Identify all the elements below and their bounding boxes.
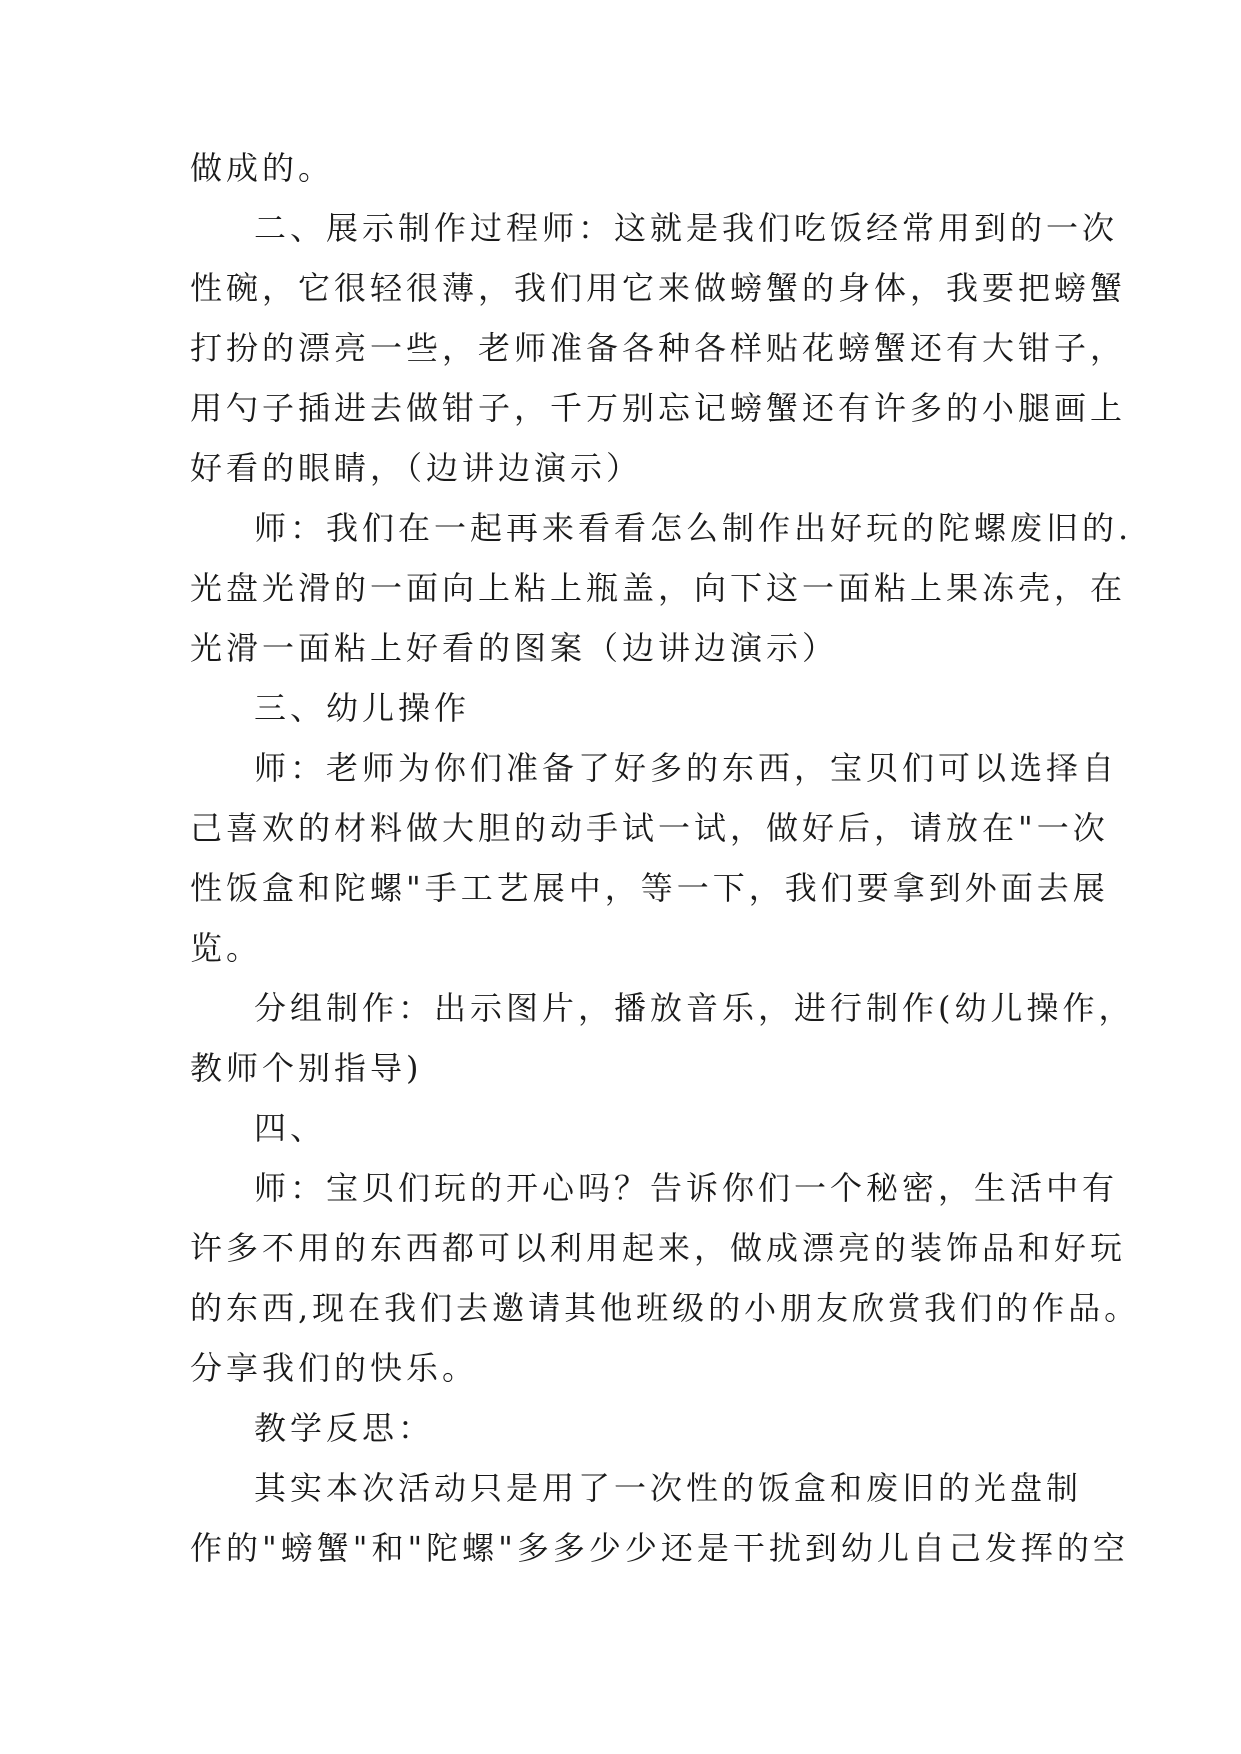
text-line: 光盘光滑的一面向上粘上瓶盖，向下这一面粘上果冻壳，在 [190,569,1127,607]
section-heading-line: 三、幼儿操作 [254,689,471,727]
paragraph-start-line: 分组制作：出示图片，播放音乐，进行制作(幼儿操作， [254,989,1135,1027]
section-heading-line: 四、 [254,1109,327,1147]
text-line: 的东西,现在我们去邀请其他班级的小朋友欣赏我们的作品。 [190,1289,1141,1327]
text-line: 做成的。 [190,149,335,187]
text-line: 览。 [190,929,263,967]
text-line: 用勺子插进去做钳子，千万别忘记螃蟹还有许多的小腿画上 [190,389,1127,427]
text-line: 作的"螃蟹"和"陀螺"多多少少还是干扰到幼儿自己发挥的空 [190,1529,1129,1567]
text-line: 教师个别指导) [190,1049,423,1087]
text-line: 己喜欢的材料做大胆的动手试一试，做好后，请放在"一次 [190,809,1109,847]
text-line: 好看的眼睛，（边讲边演示） [190,449,643,487]
section-heading-line: 教学反思： [254,1409,435,1447]
text-line: 许多不用的东西都可以利用起来，做成漂亮的装饰品和好玩 [190,1229,1127,1267]
paragraph-start-line: 师：老师为你们准备了好多的东西，宝贝们可以选择自 [254,749,1119,787]
paragraph-start-line: 师：宝贝们玩的开心吗？告诉你们一个秘密，生活中有 [254,1169,1119,1207]
paragraph-start-line: 其实本次活动只是用了一次性的饭盒和废旧的光盘制 [254,1469,1083,1507]
text-line: 分享我们的快乐。 [190,1349,479,1387]
text-line: 性饭盒和陀螺"手工艺展中，等一下，我们要拿到外面去展 [190,869,1109,907]
text-line: 光滑一面粘上好看的图案（边讲边演示） [190,629,839,667]
section-heading-line: 二、展示制作过程师：这就是我们吃饭经常用到的一次 [254,209,1119,247]
text-line: 打扮的漂亮一些，老师准备各种各样贴花螃蟹还有大钳子， [190,329,1127,367]
text-line: 性碗，它很轻很薄，我们用它来做螃蟹的身体，我要把螃蟹 [190,269,1127,307]
paragraph-start-line: 师：我们在一起再来看看怎么制作出好玩的陀螺废旧的. [254,509,1133,547]
